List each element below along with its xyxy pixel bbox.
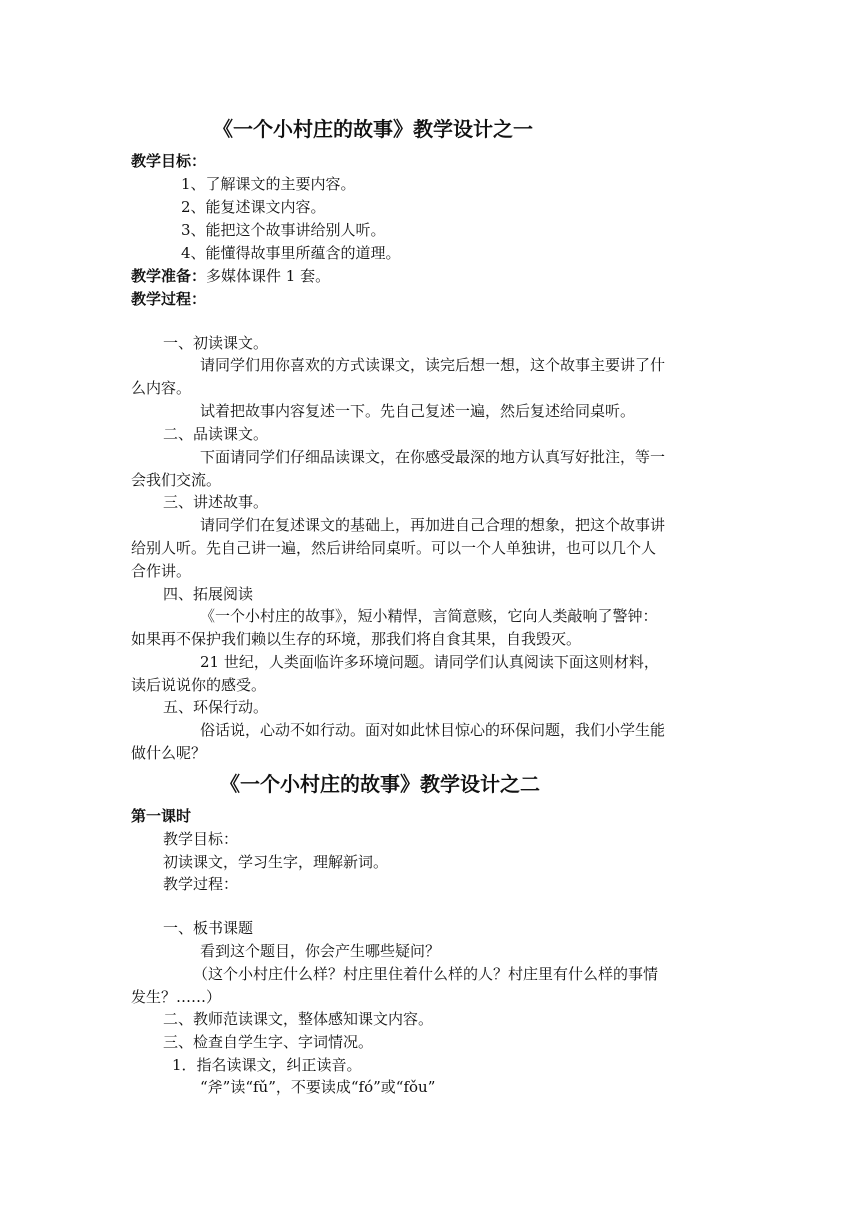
design2-lesson-label: 第一课时 <box>131 807 192 825</box>
design1-prep <box>131 266 330 287</box>
design1-goal-1: 1、了解课文的主要内容。 <box>181 175 356 193</box>
design1-prep-label: 教学准备： <box>131 267 207 285</box>
design1-step3-p1-line2: 给别人听。先自己讲一遍，然后讲给同桌听。可以一个人单独讲，也可以几个人 <box>131 539 657 557</box>
design1-step4-p1-line1: 《一个小村庄的故事》，短小精悍，言简意赅，它向人类敲响了警钟： <box>200 607 658 625</box>
design2-step1-p1: 看到这个题目，你会产生哪些疑问？ <box>200 942 441 960</box>
design1-goal-label: 教学目标： <box>131 152 207 170</box>
design1-step5-heading: 五、环保行动。 <box>163 698 269 716</box>
design1-step4-heading: 四、拓展阅读 <box>163 585 254 603</box>
design1-step2-p1-line2: 会我们交流。 <box>131 471 222 489</box>
design1-goal-2: 2、能复述课文内容。 <box>181 198 326 216</box>
design1-step4-p2-line1: 21 世纪，人类面临许多环境问题。请同学们认真阅读下面这则材料， <box>200 653 659 671</box>
design2-step3-heading: 三、检查自学生字、字词情况。 <box>163 1033 374 1051</box>
design1-prep-text: 多媒体课件 1 套。 <box>206 267 331 285</box>
design1-step3-p1-line1: 请同学们在复述课文的基础上，再加进自己合理的想象，把这个故事讲 <box>200 516 666 534</box>
design1-step3-p1-line3: 合作讲。 <box>131 562 192 580</box>
design2-title: 《一个小村庄的故事》教学设计之二 <box>220 772 540 796</box>
design1-step1-p1-line1: 请同学们用你喜欢的方式读课文，读完后想一想，这个故事主要讲了什 <box>200 356 666 374</box>
design1-step1-heading: 一、初读课文。 <box>163 334 269 352</box>
design2-step3-item1: 1．指名读课文，纠正读音。 <box>172 1056 362 1074</box>
design1-step5-p1-line2: 做什么呢？ <box>131 744 207 762</box>
design1-process-label: 教学过程： <box>131 290 207 308</box>
design1-step4-p2-line2: 读后说说你的感受。 <box>131 676 267 694</box>
design2-step1-p2-line1: （这个小村庄什么样？村庄里住着什么样的人？村庄里有什么样的事情 <box>193 965 659 983</box>
design1-step5-p1-line1: 俗话说，心动不如行动。面对如此怵目惊心的环保问题，我们小学生能 <box>200 721 666 739</box>
design2-step1-p2-line2: 发生？……） <box>131 988 222 1006</box>
design2-goal-text: 初读课文，学习生字，理解新词。 <box>163 853 389 871</box>
design1-step1-p1-line2: 么内容。 <box>131 379 192 397</box>
design2-step3-note: “斧”读“fǔ”，不要读成“fó”或“fǒu” <box>200 1078 436 1096</box>
design1-goal-3: 3、能把这个故事讲给别人听。 <box>181 221 386 239</box>
design2-step1-heading: 一、板书课题 <box>163 919 254 937</box>
design1-goal-4: 4、能懂得故事里所蕴含的道理。 <box>181 244 401 262</box>
design1-step2-p1-line1: 下面请同学们仔细品读课文，在你感受最深的地方认真写好批注，等一 <box>200 448 666 466</box>
design1-step2-heading: 二、品读课文。 <box>163 425 269 443</box>
design2-process-label: 教学过程： <box>163 875 239 893</box>
design1-title: 《一个小村庄的故事》教学设计之一 <box>213 117 533 141</box>
design2-step2-heading: 二、教师范读课文，整体感知课文内容。 <box>163 1010 434 1028</box>
design1-step4-p1-line2: 如果再不保护我们赖以生存的环境，那我们将自食其果，自我毁灭。 <box>131 630 582 648</box>
design1-step3-heading: 三、讲述故事。 <box>163 493 269 511</box>
design1-step1-p2: 试着把故事内容复述一下。先自己复述一遍，然后复述给同桌听。 <box>200 402 636 420</box>
design2-goal-label: 教学目标： <box>163 830 239 848</box>
